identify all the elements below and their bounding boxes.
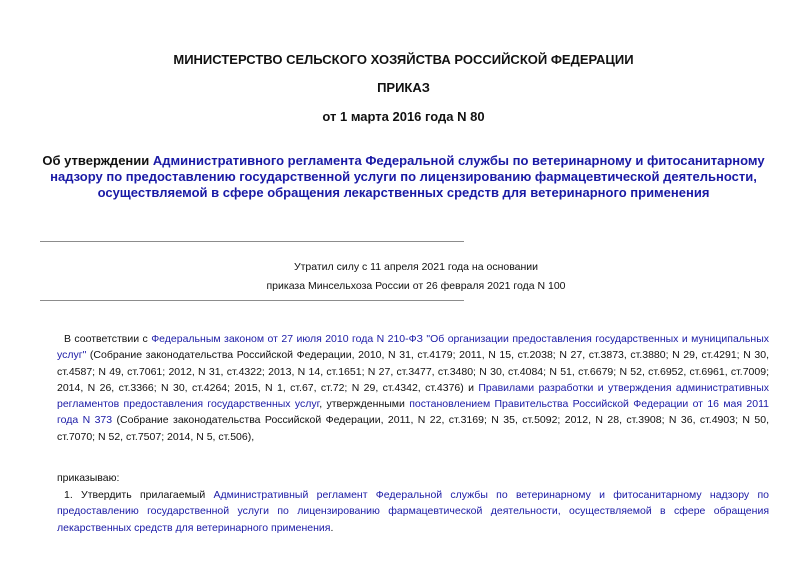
- order-word: приказываю:: [57, 472, 120, 484]
- document-date-number: от 1 марта 2016 года N 80: [322, 109, 485, 124]
- status-line-1: Утратил силу с 11 апреля 2021 года на основании: [293, 261, 539, 273]
- top-divider: [40, 241, 464, 242]
- government-decree-link[interactable]: постановлением Правительства Российской Федерации от 16 мая 2011 года N 373: [57, 398, 769, 427]
- approved-regulation-link[interactable]: Административный регламент Федеральной службы по ветеринарному и фитосанитарному надзору по предоставлению государственной услуги по лицензированию фармацевтической деятельности, осуществляемой в сфере обращения лекарственных средств для ветеринарного применения: [57, 489, 769, 534]
- preamble-text-3: , утвержденными: [319, 398, 410, 411]
- federal-law-link[interactable]: Федеральным законом от 27 июля 2010 года N 210-ФЗ "Об организации предоставления государственных и муниципальных услуг": [57, 333, 770, 362]
- subject-regulation-link[interactable]: Административного регламента Федеральной службы по ветеринарному и фитосанитарному надзору по предоставлению государственной услуги по лицензированию фармацевтической деятельности, осуществляемой в сфере обращения лекарственных средств для ветеринарного применения: [50, 153, 765, 201]
- regulation-rules-link[interactable]: Правилами разработки и утверждения административных регламентов предоставления государственных услуг: [57, 381, 770, 411]
- preamble-paragraph: [57, 331, 769, 445]
- preamble-text-4: (Собрание законодательства Российской Федерации, 2011, N 22, ст.3169; N 35, ст.5092; 2012, N 28, ст.3908; N 36, ст.4903; N 50, ст.7070; N 52, ст.7507; 2014, N 5, ст.506),: [57, 414, 769, 443]
- order-item-1: [57, 487, 769, 536]
- preamble-text-2: (Собрание законодательства Российской Федерации, 2010, N 31, ст.4179; 2011, N 15, ст.2038; N 27, ст.3873, ст.3880; N 29, ст.4291; N 30, ст.4587; N 49, ст.7061; 2012, N 31, ст.4322; 2013, N 14, ст.1651; N 27, ст.3477, ст.3480; N 30, ст.4084; N 51, ст.6679; N 52, ст.6952, ст.6961, ст.7009; 2014, N 26, ст.3366; N 30, ст.4264; 2015, N 1, ст.67, ст.72; N 29, ст.4342, ст.4376) и: [57, 349, 769, 394]
- status-note: [80, 258, 752, 296]
- document-type: ПРИКАЗ: [377, 80, 430, 95]
- preamble-text-1: В соответствии с: [64, 333, 152, 345]
- document-subject: [40, 153, 767, 202]
- bottom-divider: [40, 300, 464, 301]
- order-item-1-suffix: .: [330, 521, 334, 534]
- subject-prefix: Об утверждении: [42, 153, 153, 168]
- status-line-2: приказа Минсельхоза России от 26 февраля 2021 года N 100: [266, 280, 566, 292]
- order-item-1-prefix: 1. Утвердить прилагаемый: [64, 489, 214, 501]
- ministry-title: МИНИСТЕРСТВО СЕЛЬСКОГО ХОЗЯЙСТВА РОССИЙСКОЙ ФЕДЕРАЦИИ: [173, 52, 634, 67]
